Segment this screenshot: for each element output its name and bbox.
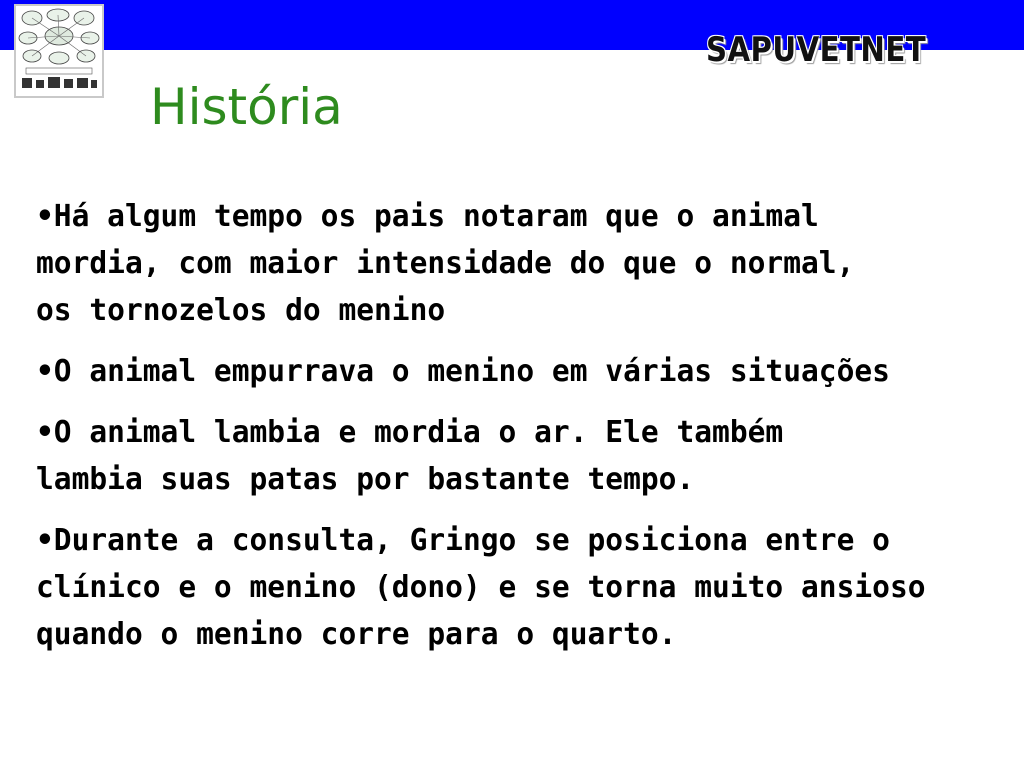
bullet-paragraph: •Há algum tempo os pais notaram que o animal mordia, com maior intensidade do que o normal, os tornozelos do menino <box>36 199 855 328</box>
bullet-paragraph: •O animal lambia e mordia o ar. Ele também lambia suas patas por bastante tempo. <box>36 415 784 497</box>
slide-body <box>36 193 1024 672</box>
slide-title: História <box>150 78 343 136</box>
bullet-paragraph: •Durante a consulta, Gringo se posiciona entre o clínico e o menino (dono) e se torna muito ansioso quando o menino corre para o quarto. <box>36 523 926 652</box>
bullet-paragraph: •O animal empurrava o menino em várias situações <box>36 354 890 389</box>
brand-name: SAPUVETNET <box>706 30 927 70</box>
collage-logo-icon <box>16 6 102 96</box>
sapuvetnet-logo <box>14 4 104 98</box>
